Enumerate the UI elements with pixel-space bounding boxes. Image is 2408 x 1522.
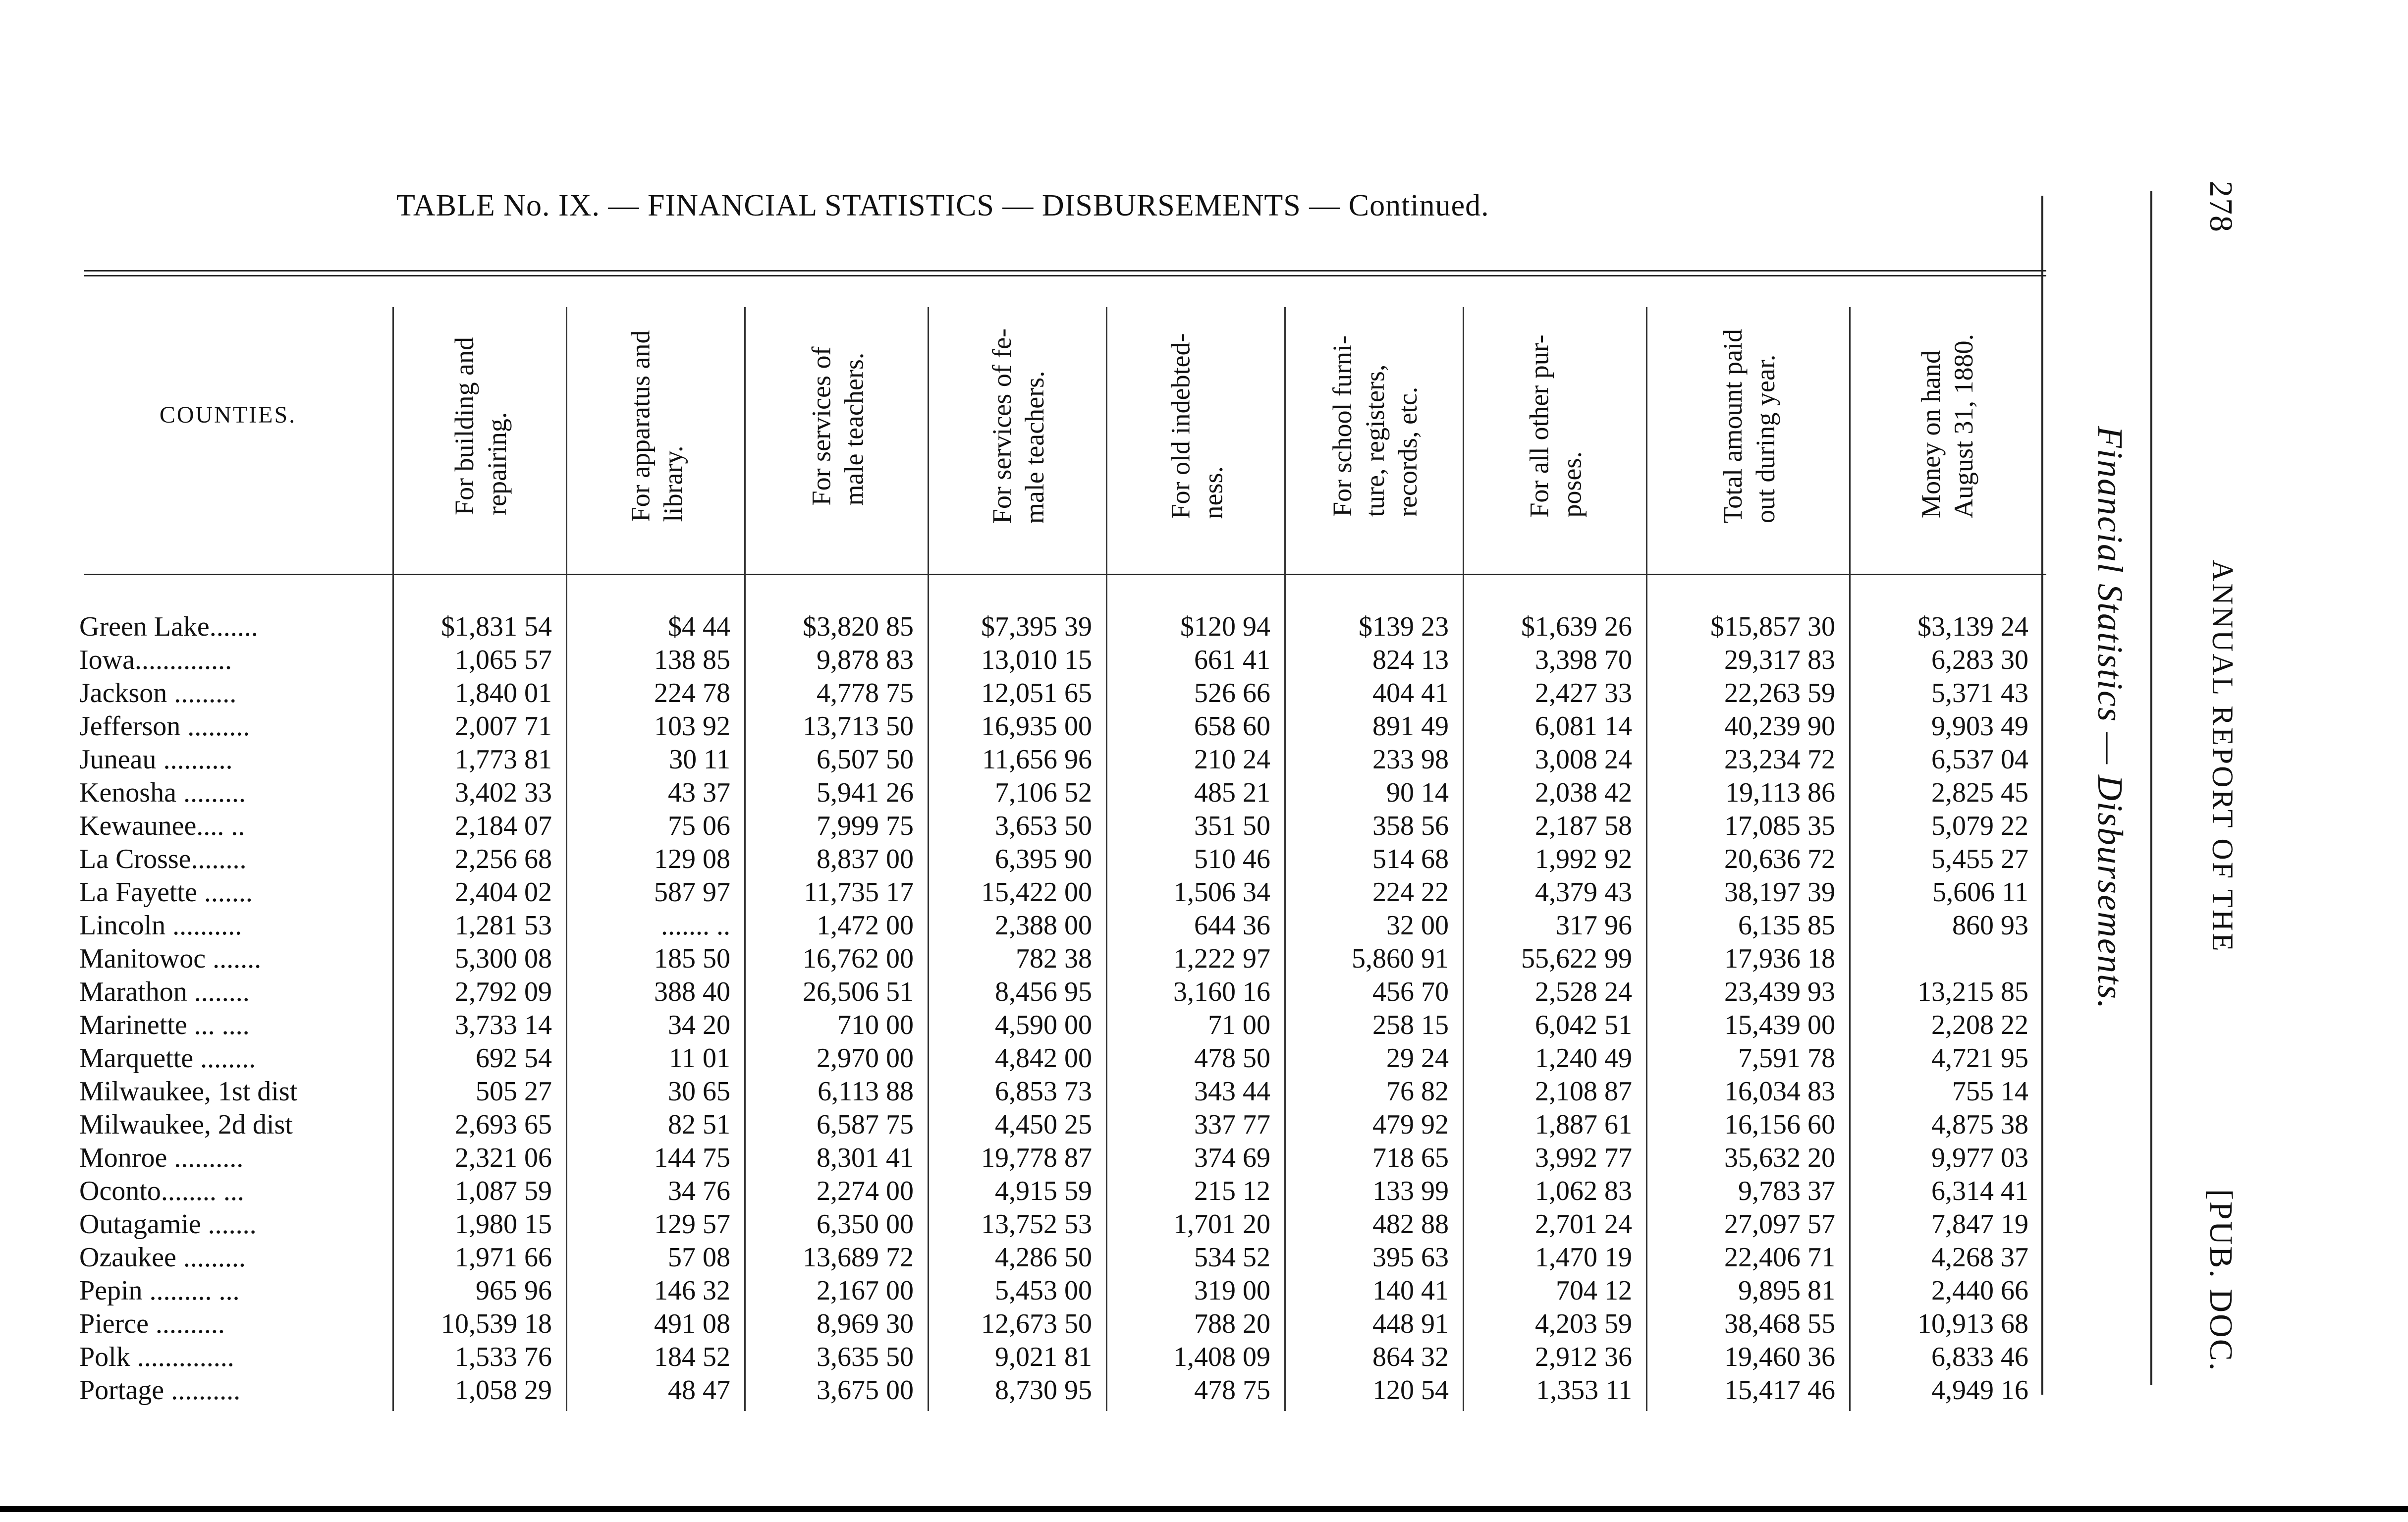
table-cell: 351 50	[1194, 811, 1270, 841]
table-cell: 76 82	[1386, 1076, 1449, 1107]
county-name: Portage ..........	[79, 1375, 241, 1406]
table-cell: 4,915 59	[995, 1176, 1092, 1206]
table-cell: 1,840 01	[455, 678, 552, 708]
column-header-8	[1650, 287, 1848, 565]
table-cell: 233 98	[1372, 744, 1449, 775]
county-name: Milwaukee, 2d dist	[79, 1109, 293, 1140]
right-rule-inner	[2041, 196, 2043, 1395]
table-cell: 704 12	[1556, 1275, 1632, 1306]
table-cell: 891 49	[1372, 711, 1449, 742]
side-title: Financial Statistics — Disbursements.	[2090, 426, 2130, 1010]
table-cell: 965 96	[476, 1275, 552, 1306]
table-cell: 38,197 39	[1724, 877, 1835, 908]
table-cell: $120 94	[1180, 611, 1270, 642]
table-cell: ....... ..	[661, 910, 730, 941]
table-cell: 4,450 25	[995, 1109, 1092, 1140]
table-cell: 146 32	[654, 1275, 730, 1306]
table-cell: 358 56	[1372, 811, 1449, 841]
county-name: Kewaunee.... ..	[79, 811, 245, 841]
table-cell: 13,713 50	[803, 711, 914, 742]
running-head-tag: [PUB. DOC.	[2203, 1189, 2239, 1372]
table-cell: 6,135 85	[1738, 910, 1835, 941]
table-cell: 4,268 37	[1931, 1242, 2028, 1273]
table-cell: 9,895 81	[1738, 1275, 1835, 1306]
table-cell: 26,506 51	[803, 977, 914, 1007]
table-cell: 710 00	[837, 1010, 914, 1040]
table-cell: 258 15	[1372, 1010, 1449, 1040]
table-cell: 133 99	[1372, 1176, 1449, 1206]
table-cell: 6,587 75	[817, 1109, 914, 1140]
header-top-rule	[84, 270, 2046, 272]
table-cell: 6,507 50	[817, 744, 914, 775]
table-row	[0, 1341, 2081, 1374]
table-row	[0, 743, 2081, 776]
table-cell: 19,460 36	[1724, 1342, 1835, 1372]
table-cell: 38,468 55	[1724, 1308, 1835, 1339]
table-cell: 55,622 99	[1521, 943, 1632, 974]
table-cell: 7,591 78	[1738, 1043, 1835, 1074]
table-cell: 4,875 38	[1931, 1109, 2028, 1140]
table-cell: 4,203 59	[1535, 1308, 1632, 1339]
table-cell: $7,395 39	[981, 611, 1092, 642]
table-cell: 395 63	[1372, 1242, 1449, 1273]
table-cell: 510 46	[1194, 844, 1270, 874]
column-header-label: For services of fe- male teachers.	[987, 328, 1050, 524]
table-cell: 11,735 17	[804, 877, 914, 908]
table-cell: 2,693 65	[455, 1109, 552, 1140]
table-cell: 1,971 66	[455, 1242, 552, 1273]
table-cell: 3,635 50	[817, 1342, 914, 1372]
table-cell: 103 92	[654, 711, 730, 742]
table-cell: 5,079 22	[1931, 811, 2028, 841]
table-cell: 17,936 18	[1724, 943, 1835, 974]
table-cell: 35,632 20	[1724, 1142, 1835, 1173]
table-cell: 534 52	[1194, 1242, 1270, 1273]
table-cell: 1,087 59	[455, 1176, 552, 1206]
table-cell: 1,773 81	[455, 744, 552, 775]
table-cell: 6,537 04	[1931, 744, 2028, 775]
table-row	[0, 710, 2081, 743]
table-cell: 8,969 30	[817, 1308, 914, 1339]
county-name: Juneau ..........	[79, 744, 233, 775]
column-header-label: Money on hand August 31, 1880.	[1915, 333, 1978, 519]
table-cell: 2,274 00	[817, 1176, 914, 1206]
table-cell: 40,239 90	[1724, 711, 1835, 742]
table-cell: 10,539 18	[441, 1308, 552, 1339]
table-cell: 90 14	[1386, 777, 1449, 808]
table-cell: 17,085 35	[1724, 811, 1835, 841]
table-cell: 8,730 95	[995, 1375, 1092, 1406]
table-cell: 337 77	[1194, 1109, 1270, 1140]
table-cell: 718 65	[1372, 1142, 1449, 1173]
table-cell: 6,350 00	[817, 1209, 914, 1240]
table-cell: 6,113 88	[818, 1076, 914, 1107]
table-row	[0, 610, 2081, 644]
table-cell: 491 08	[654, 1308, 730, 1339]
table-cell: 1,506 34	[1173, 877, 1270, 908]
table-cell: 5,300 08	[455, 943, 552, 974]
table-cell: 317 96	[1556, 910, 1632, 941]
county-name: Jackson .........	[79, 678, 237, 708]
county-name: Polk ..............	[79, 1342, 234, 1372]
table-row	[0, 976, 2081, 1009]
table-row	[0, 909, 2081, 942]
table-cell: 404 41	[1372, 678, 1449, 708]
table-cell: 2,038 42	[1535, 777, 1632, 808]
table-cell: 6,081 14	[1535, 711, 1632, 742]
table-cell: 224 78	[654, 678, 730, 708]
county-name: Pierce ..........	[79, 1308, 225, 1339]
header-bottom-rule	[84, 574, 2046, 575]
table-cell: 374 69	[1194, 1142, 1270, 1173]
table-cell: 478 75	[1194, 1375, 1270, 1406]
column-header-6	[1288, 287, 1462, 565]
table-cell: 29,317 83	[1724, 645, 1835, 675]
table-cell: 2,187 58	[1535, 811, 1632, 841]
column-header-3	[748, 287, 927, 565]
county-name: Jefferson .........	[79, 711, 250, 742]
table-cell: 5,453 00	[995, 1275, 1092, 1306]
table-cell: 6,853 73	[995, 1076, 1092, 1107]
table-cell	[1853, 942, 2028, 976]
table-cell: 2,440 66	[1931, 1275, 2028, 1306]
table-cell: 2,007 71	[455, 711, 552, 742]
column-header-7	[1467, 287, 1645, 565]
table-cell: 5,860 91	[1352, 943, 1449, 974]
table-cell: 587 97	[654, 877, 730, 908]
county-name: La Crosse........	[79, 844, 247, 874]
county-name: Milwaukee, 1st dist	[79, 1076, 298, 1107]
table-cell: 3,733 14	[455, 1010, 552, 1040]
table-cell: 16,935 00	[981, 711, 1092, 742]
table-cell: 1,058 29	[455, 1375, 552, 1406]
table-cell: 4,286 50	[995, 1242, 1092, 1273]
column-header-9	[1853, 287, 2041, 565]
county-name: La Fayette .......	[79, 877, 253, 908]
table-cell: 23,439 93	[1724, 977, 1835, 1007]
column-header-label: For all other pur- poses.	[1525, 334, 1587, 518]
table-cell: 1,408 09	[1173, 1342, 1270, 1372]
table-cell: 4,842 00	[995, 1043, 1092, 1074]
table-row	[0, 942, 2081, 976]
table-cell: 9,878 83	[817, 645, 914, 675]
column-header-4	[931, 287, 1105, 565]
table-cell: 1,980 15	[455, 1209, 552, 1240]
table-cell: 19,778 87	[981, 1142, 1092, 1173]
table-cell: 6,833 46	[1931, 1342, 2028, 1372]
table-cell: 23,234 72	[1724, 744, 1835, 775]
table-cell: 32 00	[1386, 910, 1449, 941]
column-header-label: For old indebted- ness.	[1165, 333, 1228, 519]
table-cell: 140 41	[1372, 1275, 1449, 1306]
table-cell: 1,992 92	[1535, 844, 1632, 874]
table-cell: 30 11	[669, 744, 730, 775]
table-cell: 4,721 95	[1931, 1043, 2028, 1074]
table-cell: 12,673 50	[981, 1308, 1092, 1339]
right-rule-outer	[2150, 191, 2152, 1385]
county-name: Ozaukee .........	[79, 1242, 246, 1273]
table-cell: 7,999 75	[817, 811, 914, 841]
table-cell: 13,010 15	[981, 645, 1092, 675]
table-cell: 1,887 61	[1535, 1109, 1632, 1140]
county-name: Green Lake.......	[79, 611, 258, 642]
column-header-5	[1110, 287, 1283, 565]
table-cell: 185 50	[654, 943, 730, 974]
table-cell: 482 88	[1372, 1209, 1449, 1240]
table-cell: 1,065 57	[455, 645, 552, 675]
table-cell: $3,820 85	[803, 611, 914, 642]
table-cell: 15,422 00	[981, 877, 1092, 908]
table-cell: 824 13	[1372, 645, 1449, 675]
table-cell: 1,533 76	[455, 1342, 552, 1372]
column-header-1	[396, 287, 565, 565]
table-cell: 3,675 00	[817, 1375, 914, 1406]
table-cell: 16,762 00	[803, 943, 914, 974]
table-cell: 658 60	[1194, 711, 1270, 742]
table-cell: 505 27	[476, 1076, 552, 1107]
table-row	[0, 1009, 2081, 1042]
county-name: Outagamie .......	[79, 1209, 257, 1240]
table-cell: $3,139 24	[1917, 611, 2028, 642]
table-cell: 661 41	[1194, 645, 1270, 675]
table-cell: 1,281 53	[455, 910, 552, 941]
county-name: Lincoln ..........	[79, 910, 242, 941]
table-cell: 319 00	[1194, 1275, 1270, 1306]
table-cell: 8,837 00	[817, 844, 914, 874]
table-cell: 478 50	[1194, 1043, 1270, 1074]
table-cell: 514 68	[1372, 844, 1449, 874]
table-cell: 2,184 07	[455, 811, 552, 841]
header-top-rule-2	[84, 275, 2046, 276]
table-row	[0, 843, 2081, 876]
table-cell: 2,321 06	[455, 1142, 552, 1173]
table-cell: 15,439 00	[1724, 1010, 1835, 1040]
table-cell: 13,215 85	[1917, 977, 2028, 1007]
county-name: Monroe ..........	[79, 1142, 244, 1173]
table-cell: 184 52	[654, 1342, 730, 1372]
table-cell: 29 24	[1386, 1043, 1449, 1074]
table-cell: 692 54	[476, 1043, 552, 1074]
table-row	[0, 644, 2081, 677]
table-cell: 7,106 52	[995, 777, 1092, 808]
table-cell: 456 70	[1372, 977, 1449, 1007]
table-cell: 6,042 51	[1535, 1010, 1632, 1040]
county-name: Marinette ... ....	[79, 1010, 250, 1040]
table-cell: 2,108 87	[1535, 1076, 1632, 1107]
column-header-label: For services of male teachers.	[806, 346, 869, 506]
table-cell: 2,388 00	[995, 910, 1092, 941]
table-cell: 860 93	[1952, 910, 2028, 941]
county-name: Iowa..............	[79, 645, 232, 675]
table-cell: 34 20	[668, 1010, 730, 1040]
table-cell: 2,427 33	[1535, 678, 1632, 708]
table-cell: 5,606 11	[1932, 877, 2028, 908]
table-cell: 2,825 45	[1931, 777, 2028, 808]
table-cell: 210 24	[1194, 744, 1270, 775]
table-row	[0, 1374, 2081, 1407]
table-cell: 2,404 02	[455, 877, 552, 908]
table-row	[0, 1274, 2081, 1307]
table-cell: 4,590 00	[995, 1010, 1092, 1040]
table-cell: 864 32	[1372, 1342, 1449, 1372]
table-cell: 5,455 27	[1931, 844, 2028, 874]
table-cell: $1,639 26	[1521, 611, 1632, 642]
table-cell: 13,689 72	[803, 1242, 914, 1273]
table-row	[0, 1208, 2081, 1241]
table-cell: 3,653 50	[995, 811, 1092, 841]
table-cell: 388 40	[654, 977, 730, 1007]
page-number: 278	[2203, 181, 2239, 233]
table-cell: 19,113 86	[1725, 777, 1835, 808]
table-title: TABLE No. IX. — FINANCIAL STATISTICS — DISBURSEMENTS — Continued.	[396, 189, 1489, 222]
table-row	[0, 1175, 2081, 1208]
table-cell: 15,417 46	[1724, 1375, 1835, 1406]
table-cell: 129 08	[654, 844, 730, 874]
county-name: Oconto........ ...	[79, 1176, 244, 1206]
table-cell: 13,752 53	[981, 1209, 1092, 1240]
table-cell: 9,977 03	[1931, 1142, 2028, 1173]
table-cell: 2,208 22	[1931, 1010, 2028, 1040]
table-cell: 82 51	[668, 1109, 730, 1140]
table-cell: 57 08	[668, 1242, 730, 1273]
table-row	[0, 810, 2081, 843]
table-cell: 8,456 95	[995, 977, 1092, 1007]
table-cell: 16,156 60	[1724, 1109, 1835, 1140]
table-cell: 3,992 77	[1535, 1142, 1632, 1173]
table-cell: 11,656 96	[982, 744, 1092, 775]
table-cell: $15,857 30	[1710, 611, 1835, 642]
table-cell: 16,034 83	[1724, 1076, 1835, 1107]
county-name: Pepin ......... ...	[79, 1275, 240, 1306]
column-header-label: Total amount paid out during year.	[1717, 328, 1780, 524]
table-cell: 71 00	[1208, 1010, 1270, 1040]
table-row	[0, 1108, 2081, 1142]
table-cell: 5,371 43	[1931, 678, 2028, 708]
table-cell: 75 06	[668, 811, 730, 841]
table-cell: 120 54	[1372, 1375, 1449, 1406]
table-cell: 6,283 30	[1931, 645, 2028, 675]
table-cell: 2,792 09	[455, 977, 552, 1007]
table-cell: 6,395 90	[995, 844, 1092, 874]
table-cell: 43 37	[668, 777, 730, 808]
table-cell: 1,472 00	[817, 910, 914, 941]
table-cell: 782 38	[1016, 943, 1092, 974]
county-name: Manitowoc .......	[79, 943, 262, 974]
table-row	[0, 1042, 2081, 1075]
table-cell: 2,528 24	[1535, 977, 1632, 1007]
table-cell: 3,398 70	[1535, 645, 1632, 675]
table-cell: 343 44	[1194, 1076, 1270, 1107]
table-cell: $4 44	[668, 611, 730, 642]
running-head: ANNUAL REPORT OF THE	[2206, 560, 2239, 953]
table-cell: 22,406 71	[1724, 1242, 1835, 1273]
table-cell: 2,256 68	[455, 844, 552, 874]
table-cell: $1,831 54	[441, 611, 552, 642]
table-cell: 526 66	[1194, 678, 1270, 708]
table-cell: 1,222 97	[1173, 943, 1270, 974]
table-cell: 4,379 43	[1535, 877, 1632, 908]
table-cell: 6,314 41	[1931, 1176, 2028, 1206]
table-cell: 3,008 24	[1535, 744, 1632, 775]
table-cell: 30 65	[668, 1076, 730, 1107]
county-name: Marquette ........	[79, 1043, 256, 1074]
table-cell: 1,701 20	[1173, 1209, 1270, 1240]
table-cell: 2,167 00	[817, 1275, 914, 1306]
table-cell: 3,402 33	[455, 777, 552, 808]
table-cell: $139 23	[1359, 611, 1449, 642]
table-cell: 755 14	[1952, 1076, 2028, 1107]
table-cell: 11 01	[669, 1043, 730, 1074]
table-cell: 215 12	[1194, 1176, 1270, 1206]
table-cell: 644 36	[1194, 910, 1270, 941]
column-header-label: For school furni- ture, registers, records, etc.	[1327, 335, 1423, 517]
table-cell: 138 85	[654, 645, 730, 675]
table-cell: 2,701 24	[1535, 1209, 1632, 1240]
table-cell: 20,636 72	[1724, 844, 1835, 874]
table-row	[0, 1075, 2081, 1108]
table-cell: 1,062 83	[1535, 1176, 1632, 1206]
table-cell: 1,240 49	[1535, 1043, 1632, 1074]
table-cell: 3,160 16	[1173, 977, 1270, 1007]
table-cell: 4,949 16	[1931, 1375, 2028, 1406]
table-row	[0, 677, 2081, 710]
bottom-edge-rule	[0, 1506, 2408, 1512]
table-cell: 27,097 57	[1724, 1209, 1835, 1240]
column-header-label: For building and repairing.	[449, 337, 512, 515]
county-name: Kenosha .........	[79, 777, 246, 808]
table-cell: 9,021 81	[995, 1342, 1092, 1372]
table-cell: 7,847 19	[1931, 1209, 2028, 1240]
table-cell: 9,783 37	[1738, 1176, 1835, 1206]
table-cell: 5,941 26	[817, 777, 914, 808]
table-row	[0, 1307, 2081, 1341]
table-cell: 34 76	[668, 1176, 730, 1206]
table-cell: 9,903 49	[1931, 711, 2028, 742]
table-cell: 485 21	[1194, 777, 1270, 808]
table-cell: 129 57	[654, 1209, 730, 1240]
column-header-label: For apparatus and library.	[625, 330, 688, 522]
table-cell: 4,778 75	[817, 678, 914, 708]
table-cell: 448 91	[1372, 1308, 1449, 1339]
table-row	[0, 1142, 2081, 1175]
table-cell: 224 22	[1372, 877, 1449, 908]
table-cell: 1,353 11	[1536, 1375, 1632, 1406]
table-cell: 48 47	[668, 1375, 730, 1406]
column-header-2	[570, 287, 743, 565]
table-cell: 8,301 41	[817, 1142, 914, 1173]
table-cell: 22,263 59	[1724, 678, 1835, 708]
table-cell: 10,913 68	[1917, 1308, 2028, 1339]
table-row	[0, 1241, 2081, 1274]
table-cell: 12,051 65	[981, 678, 1092, 708]
table-cell: 144 75	[654, 1142, 730, 1173]
table-cell: 788 20	[1194, 1308, 1270, 1339]
county-name: Marathon ........	[79, 977, 250, 1007]
table-cell: 1,470 19	[1535, 1242, 1632, 1273]
table-row	[0, 876, 2081, 909]
table-row	[0, 776, 2081, 810]
table-cell: 2,912 36	[1535, 1342, 1632, 1372]
table-cell: 2,970 00	[817, 1043, 914, 1074]
counties-header: COUNTIES.	[159, 402, 297, 428]
table-cell: 479 92	[1372, 1109, 1449, 1140]
